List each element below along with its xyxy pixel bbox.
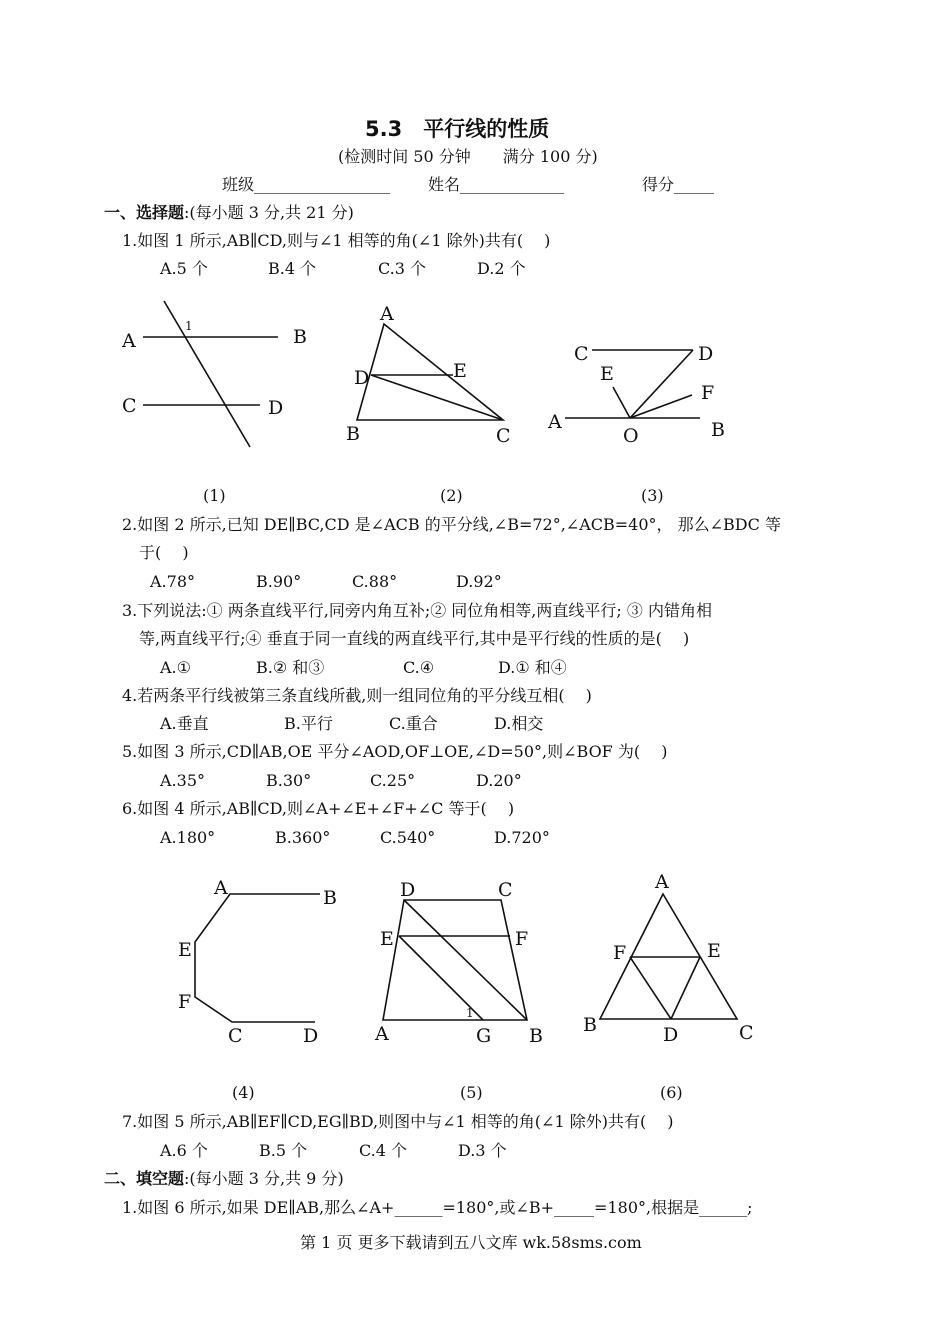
fig5-label-c: C <box>498 879 513 901</box>
fig1-caption: (1) <box>203 486 226 505</box>
fig2-label-d: D <box>354 367 370 389</box>
fig1-label-b: B <box>293 326 307 348</box>
q3-stem-line1: 3.下列说法:① 两条直线平行,同旁内角互补;② 同位角相等,两直线平行; ③ 内错角相 <box>122 601 712 620</box>
fig3-line-oe <box>613 387 630 418</box>
fig4-label-b: B <box>323 887 337 909</box>
fig5-label-a: A <box>375 1023 389 1045</box>
fig6-label-b: B <box>583 1014 597 1036</box>
fig5-label-e: E <box>380 928 394 950</box>
q4-stem: 4.若两条平行线被第三条直线所截,则一组同位角的平分线互相( ) <box>122 686 592 705</box>
q3-option-a: A.① <box>160 658 191 677</box>
fig6-line-ed <box>671 957 700 1019</box>
fig3-label-e: E <box>600 363 614 385</box>
q7-option-d: D.3 个 <box>458 1141 507 1160</box>
q1-option-b: B.4 个 <box>268 259 317 278</box>
fig3-caption: (3) <box>641 486 664 505</box>
q7-stem: 7.如图 5 所示,AB∥EF∥CD,EG∥BD,则图中与∠1 相等的角(∠1 除外)共有( ) <box>122 1112 674 1131</box>
q1-option-c: C.3 个 <box>378 259 427 278</box>
fig6-label-e: E <box>707 940 721 962</box>
q4-option-b: B.平行 <box>284 714 333 733</box>
q6-option-a: A.180° <box>160 828 216 847</box>
q4-option-c: C.重合 <box>389 714 438 733</box>
fig2-label-b: B <box>346 423 360 445</box>
fig3-line-od <box>630 350 693 418</box>
fig5-label-g: G <box>476 1025 492 1047</box>
section1-heading: 一、选择题 <box>104 203 185 222</box>
fig6-line-fd <box>630 957 671 1019</box>
fig4-label-d: D <box>303 1025 319 1047</box>
q7-option-c: C.4 个 <box>359 1141 408 1160</box>
figure-3 <box>540 338 740 448</box>
q6-option-c: C.540° <box>380 828 436 847</box>
q6-stem: 6.如图 4 所示,AB∥CD,则∠A+∠E+∠F+∠C 等于( ) <box>122 799 515 818</box>
q1-option-a: A.5 个 <box>160 259 208 278</box>
fig6-caption: (6) <box>660 1083 683 1102</box>
q2-option-b: B.90° <box>256 572 302 591</box>
q5-stem: 5.如图 3 所示,CD∥AB,OE 平分∠AOD,OF⊥OE,∠D=50°,则∠BOF 为( ) <box>122 742 668 761</box>
fig3-label-f: F <box>701 382 715 404</box>
q5-option-d: D.20° <box>476 771 522 790</box>
fig3-line-of <box>630 395 692 418</box>
q2-option-d: D.92° <box>456 572 502 591</box>
section2-title <box>104 1169 344 1189</box>
fig5-label-f: F <box>515 928 529 950</box>
section2-heading: 二、填空题 <box>104 1169 185 1188</box>
fig4-label-a: A <box>214 877 228 899</box>
q2-option-a: A.78° <box>150 572 195 591</box>
class-field: 班级_________________ <box>222 175 391 194</box>
q3-option-c: C.④ <box>403 658 435 677</box>
fig6-label-f: F <box>613 942 627 964</box>
s2-q1-stem: 1.如图 6 所示,如果 DE∥AB,那么∠A+______=180°,或∠B+_____=180°,根据是______; <box>122 1198 753 1217</box>
fig5-trapezoid <box>383 900 527 1020</box>
fig1-transversal <box>164 301 250 447</box>
page-title: 5.3 平行线的性质 <box>365 117 550 141</box>
fig1-label-d: D <box>268 397 284 419</box>
section1-note: :(每小题 3 分,共 21 分) <box>184 203 354 222</box>
q6-option-d: D.720° <box>494 828 550 847</box>
fig4-caption: (4) <box>232 1083 255 1102</box>
figure-4 <box>170 872 350 1052</box>
q7-option-b: B.5 个 <box>259 1141 308 1160</box>
q4-option-a: A.垂直 <box>160 714 209 733</box>
score-field: 得分_____ <box>642 175 715 194</box>
fig6-label-d: D <box>663 1024 679 1046</box>
page-footer: 第 1 页 更多下载请到五八文库 wk.58sms.com <box>300 1233 642 1252</box>
figure-1 <box>110 295 310 455</box>
page-subtitle: (检测时间 50 分钟 满分 100 分) <box>338 147 598 166</box>
name-field: 姓名_____________ <box>428 175 565 194</box>
fig4-label-c: C <box>228 1025 243 1047</box>
fig1-label-c: C <box>122 395 137 417</box>
fig6-label-a: A <box>655 871 669 893</box>
q4-option-d: D.相交 <box>494 714 544 733</box>
fig2-label-e: E <box>453 360 467 382</box>
fig2-line-dc <box>371 375 503 420</box>
q3-option-d: D.① 和④ <box>498 658 567 677</box>
fig3-label-a: A <box>548 411 562 433</box>
fig1-label-angle1: 1 <box>185 319 193 333</box>
fig3-label-d: D <box>698 343 714 365</box>
q3-option-b: B.② 和③ <box>256 658 325 677</box>
fig5-label-angle1: 1 <box>466 1006 474 1020</box>
fig4-label-e: E <box>178 939 192 961</box>
fig4-polyline <box>195 894 320 1022</box>
q7-option-a: A.6 个 <box>160 1141 208 1160</box>
q5-option-b: B.30° <box>266 771 312 790</box>
fig3-label-b: B <box>711 419 725 441</box>
q2-option-c: C.88° <box>352 572 398 591</box>
q1-option-d: D.2 个 <box>477 259 526 278</box>
fig3-label-o: O <box>623 425 639 447</box>
q5-option-c: C.25° <box>370 771 416 790</box>
fig2-label-a: A <box>380 303 394 325</box>
q2-stem-line2: 于( ) <box>139 543 189 562</box>
figure-2 <box>340 298 520 448</box>
section1-title <box>104 203 354 223</box>
figure-6 <box>575 868 765 1048</box>
fig3-label-c: C <box>574 343 589 365</box>
fig5-caption: (5) <box>460 1083 483 1102</box>
figure-5 <box>370 872 560 1052</box>
fig4-label-f: F <box>178 991 192 1013</box>
section2-note: :(每小题 3 分,共 9 分) <box>184 1169 344 1188</box>
q6-option-b: B.360° <box>275 828 331 847</box>
fig5-label-b: B <box>529 1025 543 1047</box>
fig2-label-c: C <box>496 425 511 447</box>
fig5-label-d: D <box>400 879 416 901</box>
fig2-triangle-abc <box>357 324 503 420</box>
fig6-label-c: C <box>739 1022 754 1044</box>
q5-option-a: A.35° <box>160 771 205 790</box>
fig1-label-a: A <box>122 330 136 352</box>
q1-stem: 1.如图 1 所示,AB∥CD,则与∠1 相等的角(∠1 除外)共有( ) <box>122 231 551 250</box>
q2-stem-line1: 2.如图 2 所示,已知 DE∥BC,CD 是∠ACB 的平分线,∠B=72°,∠ACB=40°， 那么∠BDC 等 <box>122 515 781 534</box>
q3-stem-line2: 等,两直线平行;④ 垂直于同一直线的两直线平行,其中是平行线的性质的是( ) <box>139 629 690 648</box>
fig2-caption: (2) <box>440 486 463 505</box>
